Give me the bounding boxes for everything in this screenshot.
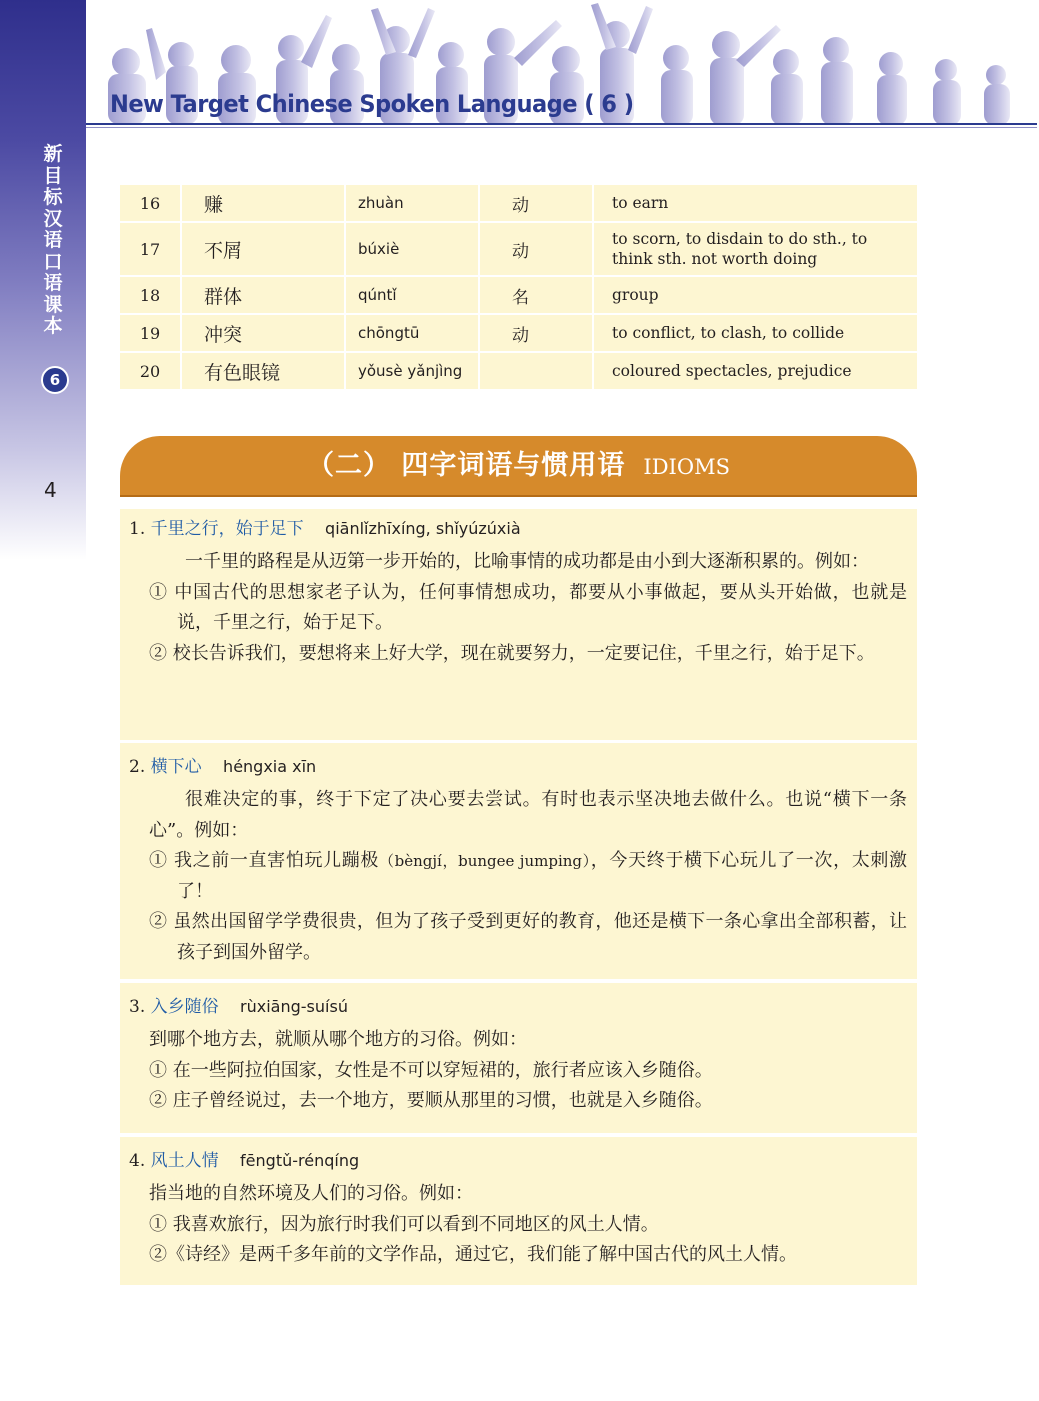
idiom-heading [129, 995, 907, 1021]
table-row [120, 315, 917, 351]
section-title-chinese: （二） 四字词语与惯用语 [307, 450, 626, 481]
idiom-pinyin: qiānlǐzhīxíng, shǐyúzúxià [325, 519, 521, 538]
vocab-english: to earn [592, 185, 917, 221]
vocab-pinyin: chōngtū [344, 315, 478, 351]
vocab-english: coloured spectacles, prejudice [592, 353, 917, 389]
header-divider-thin [86, 127, 1037, 128]
sidebar-title-char: 课 [43, 293, 63, 316]
table-row [120, 277, 917, 313]
vocab-part-of-speech: 动 [478, 223, 592, 275]
sidebar-title-char: 目 [43, 164, 63, 187]
sidebar-title-char: 语 [43, 229, 63, 251]
sidebar-title-char: 标 [43, 186, 63, 208]
idiom-heading [129, 1149, 907, 1175]
vocab-number: 17 [120, 223, 180, 275]
idiom-pinyin: héngxia xīn [223, 757, 317, 776]
table-row [120, 353, 917, 389]
vocab-pinyin: búxiè [344, 223, 478, 275]
sidebar [0, 0, 86, 560]
idiom-example: ① 我喜欢旅行，因为旅行时我们可以看到不同地区的风土人情。 [149, 1213, 659, 1235]
idiom-example-text: ，今天终于横下心玩儿了一次，太刺激了！ [177, 850, 907, 902]
idiom-term: 千里之行，始于足下 [150, 519, 304, 539]
vocab-english: to conflict, to clash, to collide [592, 315, 917, 351]
vocab-part-of-speech: 名 [478, 277, 592, 313]
idiom-example: ① 中国古代的思想家老子认为，任何事情想成功，都要从小事做起，要从头开始做，也就是说，千里之行，始于足下。 [149, 581, 907, 633]
vocab-part-of-speech: 动 [478, 315, 592, 351]
idiom-example: ②《诗经》是两千多年前的文学作品，通过它，我们能了解中国古代的风土人情。 [149, 1244, 797, 1265]
vocab-hanzi: 不屑 [180, 223, 344, 275]
vocab-number: 20 [120, 353, 180, 389]
vocab-pinyin: yǒusè yǎnjìng [344, 353, 478, 389]
idiom-definition: 很难决定的事，终于下定了决心要去尝试。有时也表示坚决地去做什么。也说“横下一条心”。例如： [149, 789, 907, 841]
vocab-pinyin: qúntǐ [344, 277, 478, 313]
idiom-entry [120, 983, 917, 1133]
sidebar-title-char: 本 [43, 315, 63, 337]
page-number: 4 [44, 478, 57, 502]
vocab-part-of-speech [478, 353, 592, 389]
vocab-pinyin: zhuàn [344, 185, 478, 221]
sidebar-title-char: 汉 [43, 207, 63, 230]
idiom-entry [120, 509, 917, 740]
vocab-part-of-speech: 动 [478, 185, 592, 221]
idiom-pinyin: rùxiāng-suísú [240, 997, 348, 1016]
header-divider [86, 123, 1037, 125]
vocabulary-table [120, 183, 917, 391]
vocab-hanzi: 群体 [180, 277, 344, 313]
idiom-term: 横下心 [150, 757, 202, 777]
idiom-example-text: ① 我之前一直害怕玩儿蹦极 [149, 850, 380, 871]
section-header-idioms [120, 436, 917, 497]
idiom-example [129, 846, 907, 907]
idiom-heading [129, 517, 907, 543]
idiom-example: ② 虽然出国留学学费很贵，但为了孩子受到更好的教育，他还是横下一条心拿出全部积蓄，让孩子到国外留学。 [149, 911, 907, 963]
vocab-number: 18 [120, 277, 180, 313]
vocab-hanzi: 赚 [180, 185, 344, 221]
sidebar-book-title [40, 144, 66, 338]
volume-badge: 6 [41, 366, 69, 394]
vocab-english: to scorn, to disdain to do sth., to think sth. not worth doing [592, 223, 917, 275]
header-title: New Target Chinese Spoken Language ( 6 ) [110, 90, 634, 118]
idiom-example: ① 在一些阿拉伯国家，女性是不可以穿短裙的，旅行者应该入乡随俗。 [149, 1059, 713, 1081]
section-title-english: IDIOMS [643, 455, 730, 479]
idiom-number: 4. [129, 1151, 146, 1171]
idiom-example: ② 庄子曾经说过，去一个地方，要顺从那里的习惯，也就是入乡随俗。 [149, 1090, 713, 1111]
sidebar-title-char: 新 [43, 143, 63, 165]
table-row [120, 223, 917, 275]
idiom-example: ② 校长告诉我们，要想将来上好大学，现在就要努力，一定要记住，千里之行，始于足下。 [149, 642, 875, 664]
idiom-term: 入乡随俗 [150, 997, 219, 1017]
vocab-english: group [592, 277, 917, 313]
idiom-number: 3. [129, 997, 146, 1017]
idiom-example-note: （bèngjí，bungee jumping） [379, 852, 591, 870]
idiom-heading [129, 755, 907, 781]
idiom-definition: 一千里的路程是从迈第一步开始的，比喻事情的成功都是由小到大逐渐积累的。例如： [185, 551, 869, 572]
idiom-pinyin: fēngtǔ-rénqíng [240, 1151, 360, 1170]
vocab-number: 19 [120, 315, 180, 351]
idiom-entry [120, 743, 917, 979]
table-row [120, 185, 917, 221]
vocab-hanzi: 有色眼镜 [180, 353, 344, 389]
idiom-number: 1. [129, 519, 146, 539]
idiom-definition: 指当地的自然环境及人们的习俗。例如： [149, 1183, 473, 1204]
sidebar-title-char: 语 [43, 272, 63, 294]
vocab-hanzi: 冲突 [180, 315, 344, 351]
idiom-entry [120, 1137, 917, 1285]
sidebar-title-char: 口 [43, 250, 63, 273]
idiom-definition: 到哪个地方去，就顺从哪个地方的习俗。例如： [149, 1029, 527, 1050]
idiom-term: 风土人情 [150, 1151, 219, 1171]
idiom-number: 2. [129, 757, 146, 777]
vocab-number: 16 [120, 185, 180, 221]
